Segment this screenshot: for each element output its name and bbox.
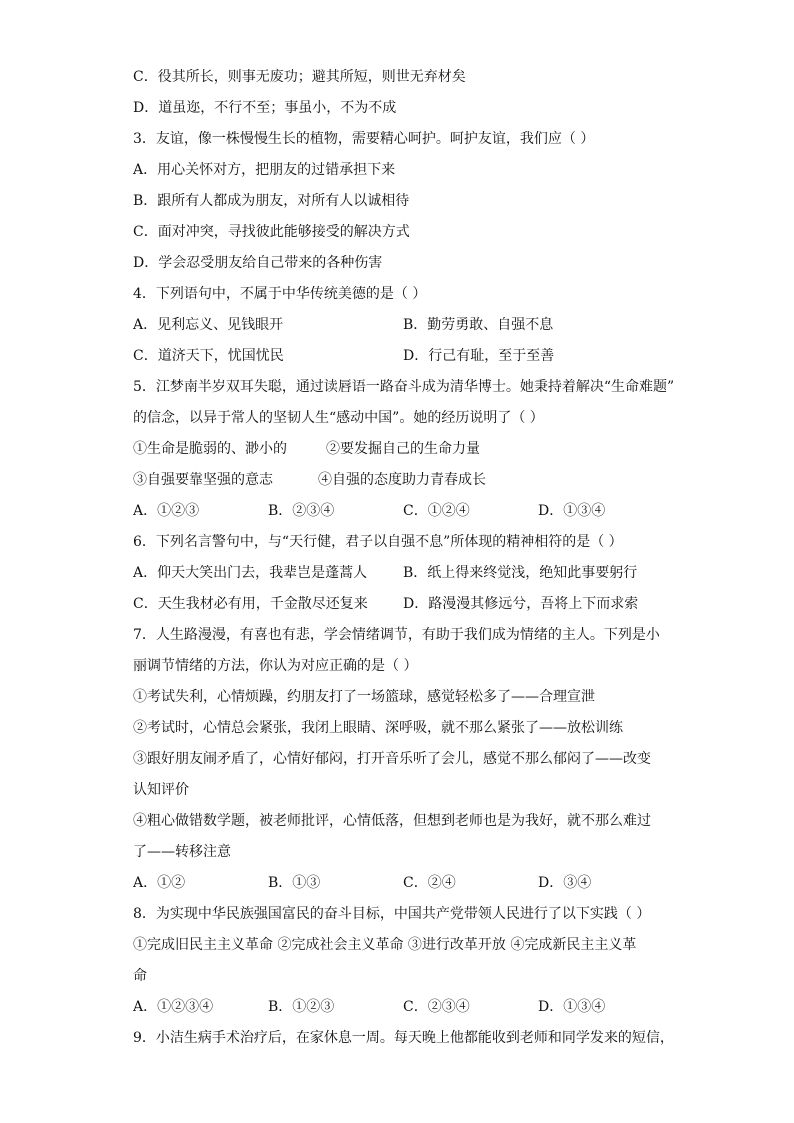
question-3-option-a: A．用心关怀对方，把朋友的过错承担下来 [133, 162, 396, 178]
question-8-stem: 8．为实现中华民族强国富民的奋斗目标，中国共产党带领人民进行了以下实践（ ） [133, 906, 651, 922]
question-5-statements-row-2 [133, 465, 673, 496]
question-content [133, 62, 673, 1054]
question-7-options-row [133, 868, 673, 899]
question-6-option-a: A．仰天大笑出门去，我辈岂是蓬蒿人 [133, 565, 368, 581]
question-5-option-d: D．①③④ [538, 503, 606, 519]
question-8-options-row [133, 992, 673, 1023]
question-4-option-c: C．道济天下，忧国忧民 [133, 348, 284, 364]
question-7-option-b: B．①③ [268, 875, 321, 891]
question-7-stem-cont: 丽调节情绪的方法，你认为对应正确的是（ ） [133, 658, 418, 674]
question-5-statement-1: ①生命是脆弱的、渺小的 [133, 441, 287, 457]
question-5-statement-3: ③自强要靠坚强的意志 [133, 472, 273, 488]
question-7-statement-3-cont: 认知评价 [133, 782, 189, 798]
question-4-stem: 4．下列语句中，不属于中华传统美德的是（ ） [133, 286, 427, 302]
question-5-statement-4: ④自强的态度助力青春成长 [318, 472, 486, 488]
question-4-option-a: A．见利忘义、见钱眼开 [133, 317, 284, 333]
question-3-stem: 3．友谊，像一株慢慢生长的植物，需要精心呵护。呵护友谊，我们应（ ） [133, 131, 595, 147]
question-8-statements: ①完成旧民主主义革命 ②完成社会主义革命 ③进行改革开放 ④完成新民主主义革 [133, 937, 637, 953]
question-6-options-row-2 [133, 589, 673, 620]
question-6-option-b: B．纸上得来终觉浅，绝知此事要躬行 [403, 565, 638, 581]
question-9-stem: 9．小洁生病手术治疗后，在家休息一周。每天晚上他都能收到老师和同学发来的短信， [133, 1030, 674, 1046]
question-5-options-row [133, 496, 673, 527]
question-6-stem: 6．下列名言警句中，与“天行健，君子以自强不息”所体现的精神相符的是（ ） [133, 534, 623, 550]
question-3-option-b: B．跟所有人都成为朋友，对所有人以诚相待 [133, 193, 410, 209]
question-5-option-a: A．①②③ [133, 503, 200, 519]
question-8-option-c: C．②③④ [403, 999, 470, 1015]
option-line: C．役其所长，则事无废功；避其所短，则世无弃材矣 [133, 69, 466, 85]
question-3-option-d: D．学会忍受朋友给自己带来的各种伤害 [133, 255, 383, 271]
question-5-stem-cont: 的信念，以异于常人的坚韧人生“感动中国”。她的经历说明了（ ） [133, 410, 544, 426]
question-7-statement-4-cont: 了——转移注意 [133, 844, 231, 860]
question-8-option-d: D．①③④ [538, 999, 606, 1015]
question-4-option-d: D．行己有耻，至于至善 [403, 348, 555, 364]
question-8-option-a: A．①②③④ [133, 999, 214, 1015]
question-5-statement-2: ②要发掘自己的生命力量 [326, 441, 480, 457]
question-6-option-d: D．路漫漫其修远兮，吾将上下而求索 [403, 596, 639, 612]
option-line: D．道虽迩，不行不至；事虽小，不为不成 [133, 100, 397, 116]
question-3-option-c: C．面对冲突，寻找彼此能够接受的解决方式 [133, 224, 410, 240]
question-5-statements-row-1 [133, 434, 673, 465]
question-7-statement-3: ③跟好朋友闹矛盾了，心情好郁闷，打开音乐听了会儿，感觉不那么郁闷了——改变 [133, 751, 651, 767]
question-5-option-b: B．②③④ [268, 503, 335, 519]
question-5-option-c: C．①②④ [403, 503, 470, 519]
question-8-statements-cont: 命 [133, 968, 147, 984]
question-7-statement-1: ①考试失利，心情烦躁，约朋友打了一场篮球，感觉轻松多了——合理宣泄 [133, 689, 595, 705]
question-8-option-b: B．①②③ [268, 999, 335, 1015]
question-7-option-c: C．②④ [403, 875, 456, 891]
question-7-option-a: A．①② [133, 875, 186, 891]
question-7-stem: 7．人生路漫漫，有喜也有悲，学会情绪调节，有助于我们成为情绪的主人。下列是小 [133, 627, 660, 643]
question-7-statement-2: ②考试时，心情总会紧张，我闭上眼睛、深呼吸，就不那么紧张了——放松训练 [133, 720, 623, 736]
question-6-option-c: C．天生我材必有用，千金散尽还复来 [133, 596, 368, 612]
question-4-options-row-1 [133, 310, 673, 341]
question-4-options-row-2 [133, 341, 673, 372]
question-7-statement-4: ④粗心做错数学题，被老师批评，心情低落，但想到老师也是为我好，就不那么难过 [133, 813, 651, 829]
question-5-stem: 5．江梦南半岁双耳失聪，通过读唇语一路奋斗成为清华博士。她秉持着解决“生命难题” [133, 379, 675, 395]
question-7-option-d: D．③④ [538, 875, 592, 891]
question-4-option-b: B．勤劳勇敢、自强不息 [403, 317, 554, 333]
question-6-options-row-1 [133, 558, 673, 589]
